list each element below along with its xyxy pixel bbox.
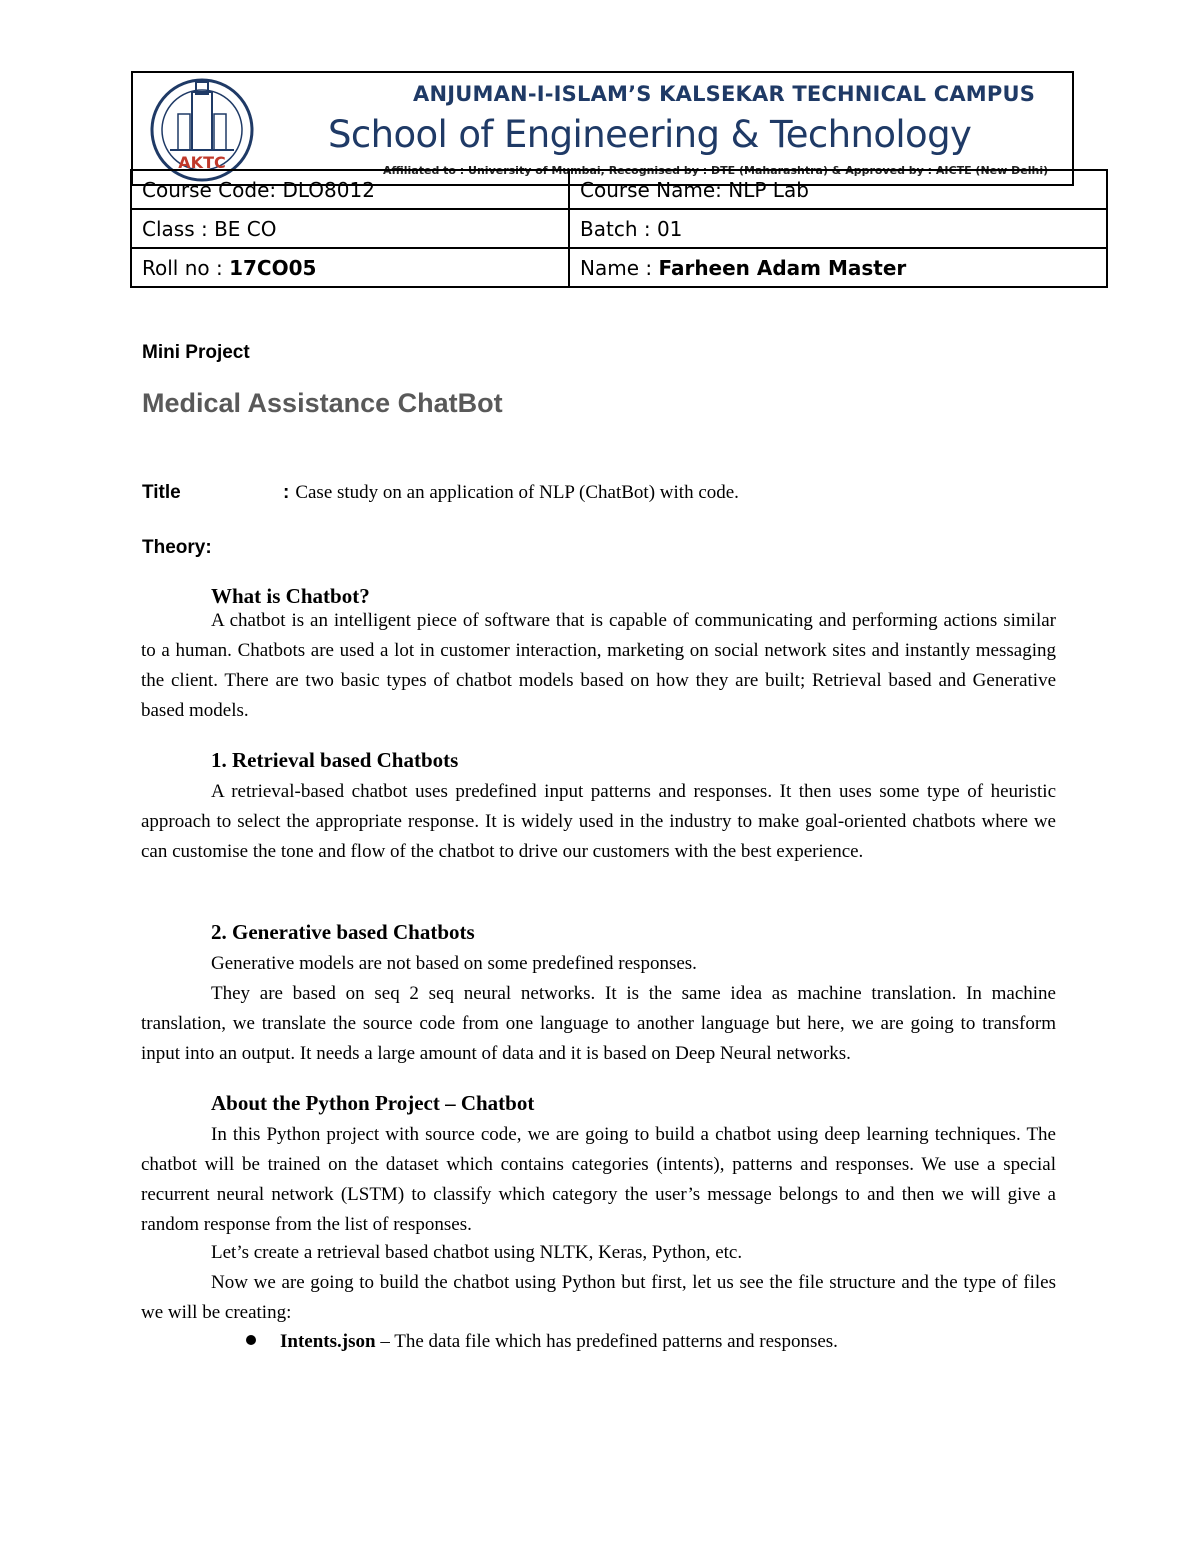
title-text: Case study on an application of NLP (ChatBot) with code. [295,482,739,503]
paragraph-about-line3: Now we are going to build the chatbot using Python but first, let us see the file structure and the type of files we will be creating: [141,1272,1056,1323]
bullet-icon [246,1335,256,1345]
heading-about-project: About the Python Project – Chatbot [211,1091,535,1115]
title-colon: : [283,482,290,503]
title-value [283,482,739,504]
table-row [131,170,1107,209]
heading-what-is-chatbot: What is Chatbot? [211,584,370,608]
logo-text: AKTC [178,153,226,172]
batch-cell: Batch : 01 [569,209,1107,248]
paragraph-about-project: In this Python project with source code, we are going to build a chatbot using deep learning techniques. The chatbot will be trained on the dataset which contains categories (intents), patterns and responses. We use a special recurrent neural network (LSTM) to classify which category the user’s message belongs to and then we will give a random response from the list of responses. [141,1124,1056,1235]
paragraph-retrieval: A retrieval-based chatbot uses predefined input patterns and responses. It then uses some type of heuristic approach to select the appropriate response. It is widely used in the industry to make goal-oriented chatbots where we can customise the tone and flow of the chatbot to drive our customers with the best experience. [141,781,1056,862]
paragraph-about-line2: Let’s create a retrieval based chatbot using NLTK, Keras, Python, etc. [211,1242,743,1263]
paragraph-what-is-chatbot: A chatbot is an intelligent piece of software that is capable of communicating and performing actions similar to a human. Chatbots are used a lot in customer interaction, marketing on social network sites and instantly messaging the client. There are two basic types of chatbot models based on how they are built; Retrieval based and Generative based models. [141,610,1056,721]
name-label: Name : [580,255,659,280]
heading-retrieval: 1. Retrieval based Chatbots [211,748,459,772]
mini-project-label: Mini Project [142,342,250,363]
project-title: Medical Assistance ChatBot [142,388,503,418]
table-row [131,248,1107,287]
roll-value: 17CO05 [229,255,317,280]
roll-cell [131,248,569,287]
heading-generative: 2. Generative based Chatbots [211,920,475,944]
theory-label: Theory: [142,537,212,558]
institution-name: ANJUMAN-I-ISLAM’S KALSEKAR TECHNICAL CAMPUS [413,82,1036,106]
bullet-term: Intents.json [280,1331,376,1352]
affiliation-text: Affiliated to : University of Mumbai, Recognised by : DTE (Maharashtra) & Approved by : AICTE (New Delhi) [383,164,1049,177]
name-value: Farheen Adam Master [658,255,907,280]
course-info-table [130,169,1108,288]
class-cell: Class : BE CO [131,209,569,248]
title-label: Title [142,482,181,503]
list-item [246,1331,838,1353]
roll-label: Roll no : [142,255,230,280]
paragraph-generative-line1: Generative models are not based on some predefined responses. [211,953,697,974]
bullet-desc: – The data file which has predefined patterns and responses. [375,1331,838,1352]
table-row [131,209,1107,248]
paragraph-generative: They are based on seq 2 seq neural networks. It is the same idea as machine translation. In machine translation, we translate the source code from one language to another language but here, we are going to transform input into an output. It needs a large amount of data and it is based on Deep Neural networks. [141,983,1056,1064]
school-name: School of Engineering & Technology [328,113,972,156]
student-name-cell [569,248,1107,287]
course-name-cell: Course Name: NLP Lab [569,170,1107,209]
course-code-cell: Course Code: DLO8012 [131,170,569,209]
